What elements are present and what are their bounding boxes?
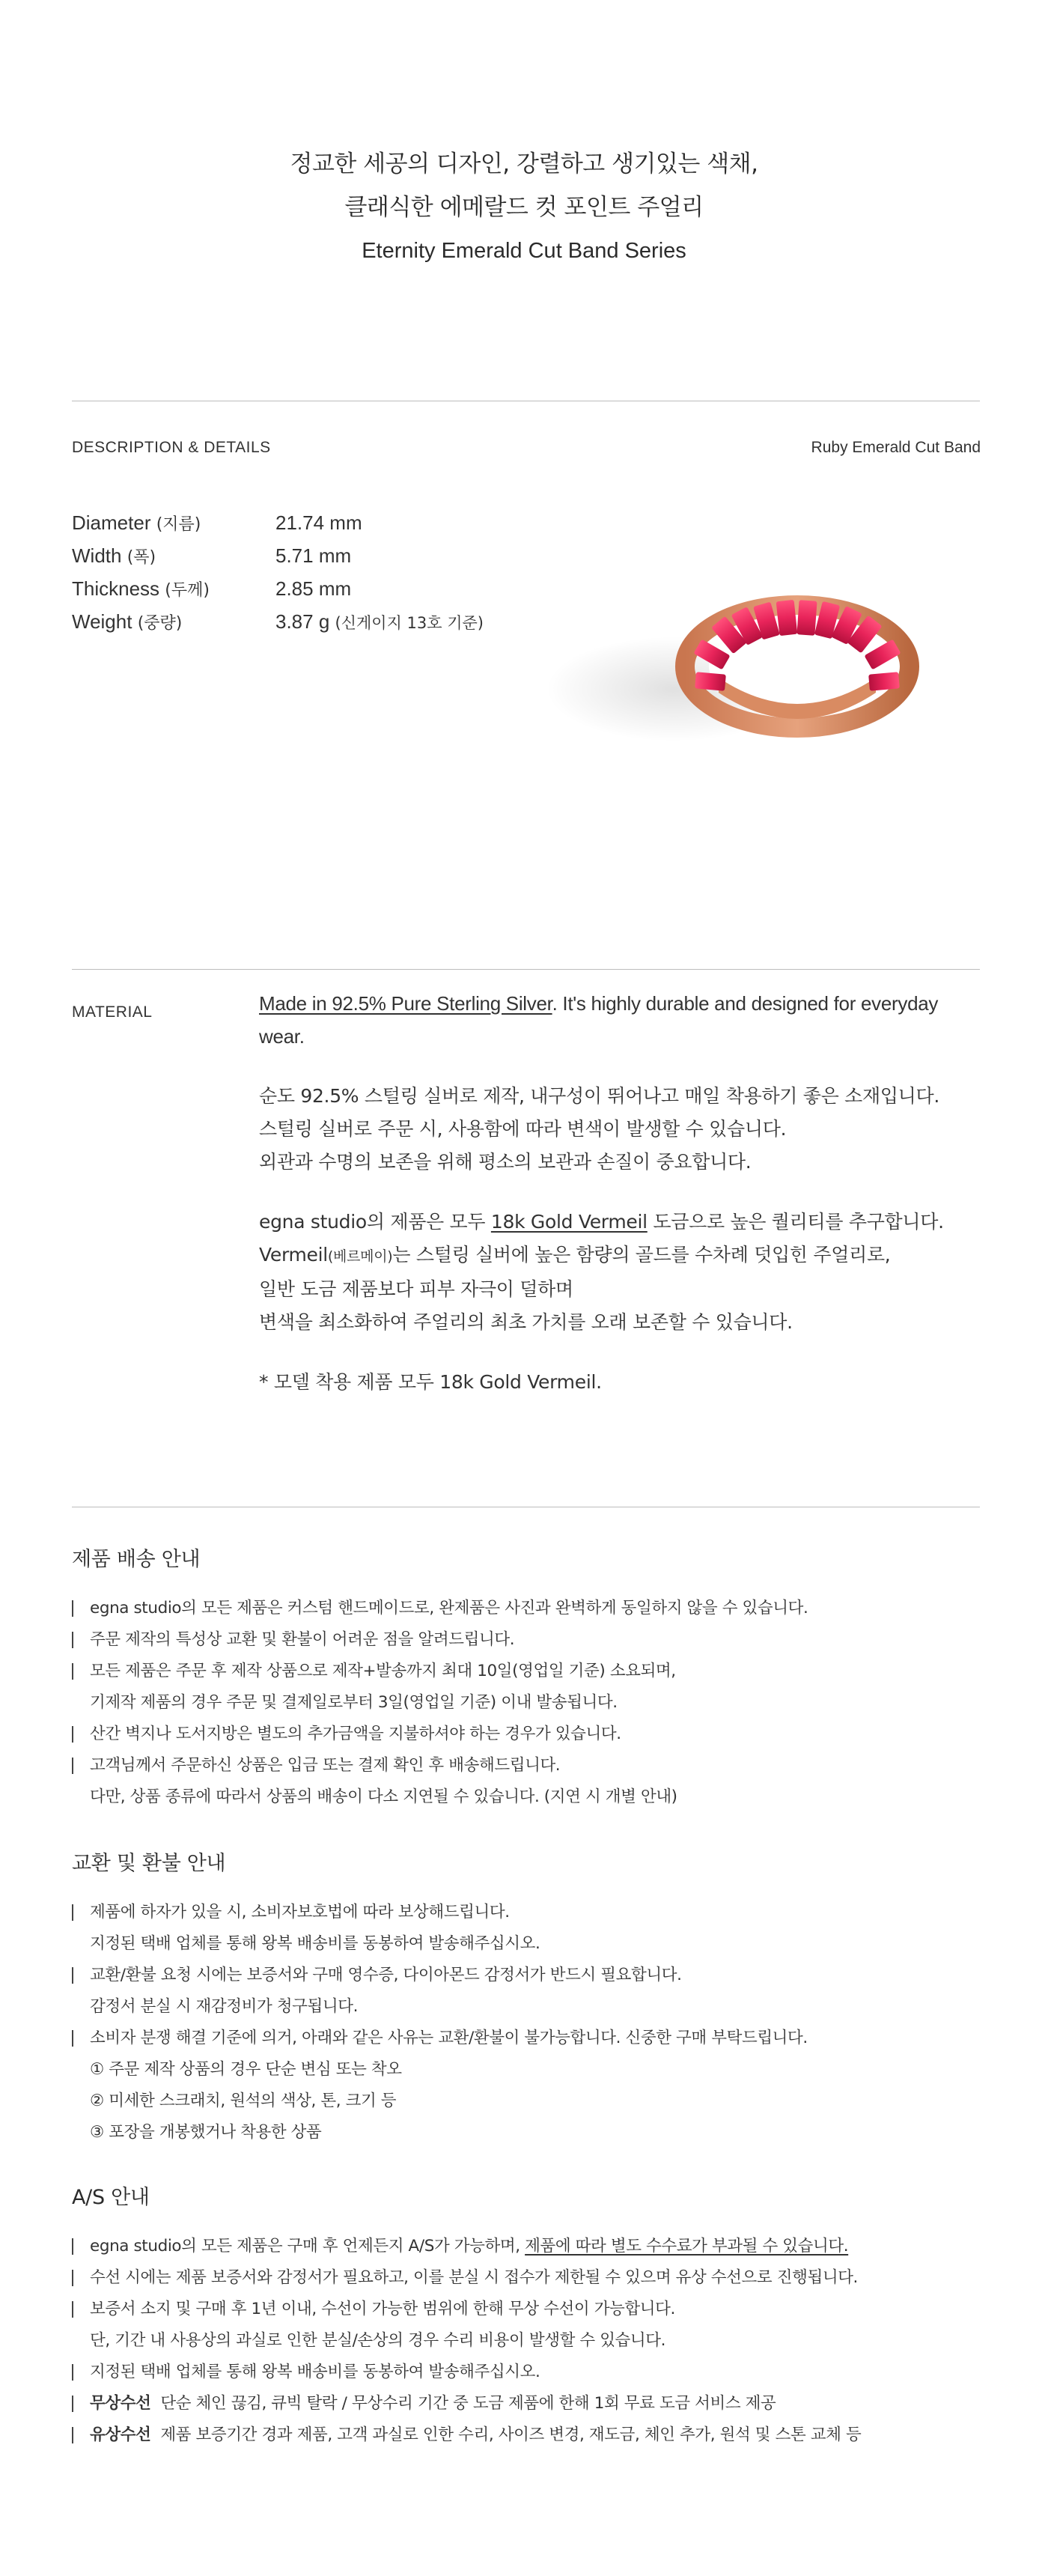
vermeil-line-3: 일반 도금 제품보다 피부 자극이 덜하며: [259, 1278, 573, 1300]
list-item: 고객님께서 주문하신 상품은 입금 또는 결제 확인 후 배송해드립니다. 다만, 상품 종류에 따라서 상품의 배송이 다소 지연될 수 있습니다. (지연 시 개별 안내): [72, 1750, 993, 1813]
material-ko-line: 외관과 수명의 보존을 위해 평소의 보관과 손질이 중요합니다.: [259, 1151, 752, 1173]
spec-row-diameter: [72, 506, 484, 539]
spec-key: Thickness: [72, 577, 160, 600]
description-label: DESCRIPTION & DETAILS: [72, 439, 271, 456]
spec-value: 3.87 g: [275, 610, 330, 633]
spec-key: Diameter: [72, 511, 151, 534]
list-item: 지정된 택배 업체를 통해 왕복 배송비를 동봉하여 발송해주십시오.: [72, 2357, 993, 2388]
page-header: [0, 142, 1048, 273]
material-label: MATERIAL: [72, 1003, 153, 1021]
spec-key-ko: (두께): [165, 580, 210, 600]
product-name: Ruby Emerald Cut Band: [811, 439, 981, 456]
material-ko-line: 스털링 실버로 주문 시, 사용함에 따라 변색이 발생할 수 있습니다.: [259, 1118, 787, 1140]
spec-value: 5.71 mm: [275, 544, 352, 567]
vermeil-underlined: 18k Gold Vermeil: [490, 1211, 648, 1233]
spec-key: Width: [72, 544, 122, 567]
list-item: 보증서 소지 및 구매 후 1년 이내, 수선이 가능한 범위에 한해 무상 수선이 가능합니다. 단, 기간 내 사용상의 과실로 인한 분실/손상의 경우 수리 비용이 발생할 수 있습니다.: [72, 2294, 993, 2357]
list-item: 모든 제품은 주문 후 제작 상품으로 제작+발송까지 최대 10일(영업일 기준) 소요되며, 기제작 제품의 경우 주문 및 결제일로부터 3일(영업일 기준) 이내 발송됩니다.: [72, 1656, 993, 1719]
as-title: A/S 안내: [72, 2186, 150, 2209]
material-description: [259, 987, 978, 1399]
spec-row-width: [72, 539, 484, 572]
list-item: 수선 시에는 제품 보증서와 감정서가 필요하고, 이를 분실 시 접수가 제한될 수 있으며 유상 수선으로 진행됩니다.: [72, 2262, 993, 2294]
list-item: 제품에 하자가 있을 시, 소비자보호법에 따라 보상해드립니다. 지정된 택배 업체를 통해 왕복 배송비를 동봉하여 발송해주십시오.: [72, 1897, 993, 1960]
list-item: egna studio의 모든 제품은 구매 후 언제든지 A/S가 가능하며, 제품에 따라 별도 수수료가 부과될 수 있습니다.: [72, 2231, 993, 2262]
list-item: egna studio의 모든 제품은 커스텀 핸드메이드로, 완제품은 사진과 완벽하게 동일하지 않을 수 있습니다.: [72, 1593, 993, 1624]
material-en-rest: . It's highly durable and designed for everyday wear.: [259, 992, 939, 1048]
spec-key-ko: (중량): [137, 613, 183, 633]
vermeil-line-1: egna studio의 제품은 모두 18k Gold Vermeil 도금으로 높은 퀄리티를 추구합니다.: [259, 1211, 944, 1233]
vermeil-line-2: Vermeil(베르메이)는 스털링 실버에 높은 함량의 골드를 수차례 덧입힌 주얼리로,: [259, 1244, 891, 1266]
headline-line-1: 정교한 세공의 디자인, 강렬하고 생기있는 색채,: [290, 151, 758, 177]
spec-key: Weight: [72, 610, 132, 633]
list-item: 소비자 분쟁 해결 기준에 의거, 아래와 같은 사유는 교환/환불이 불가능합니다. 신중한 구매 부탁드립니다. ① 주문 제작 상품의 경우 단순 변심 또는 착오 ② 미세한 스크래치, 원석의 색상, 톤, 크기 등 ③ 포장을 개봉했거나 착용한 상품: [72, 2023, 993, 2148]
material-footnote: * 모델 착용 제품 모두 18k Gold Vermeil.: [259, 1371, 602, 1393]
material-en-underlined: Made in 92.5% Pure Sterling Silver: [259, 992, 552, 1015]
list-item: 주문 제작의 특성상 교환 및 환불이 어려운 점을 알려드립니다.: [72, 1624, 993, 1656]
shipping-title: 제품 배송 안내: [72, 1548, 201, 1571]
ring-illustration: [524, 554, 973, 779]
as-section: [72, 2181, 993, 2451]
spec-value: 21.74 mm: [275, 511, 362, 534]
spec-value: 2.85 mm: [275, 577, 352, 600]
spec-row-thickness: [72, 572, 484, 605]
list-item: 산간 벽지나 도서지방은 별도의 추가금액을 지불하셔야 하는 경우가 있습니다.: [72, 1719, 993, 1750]
divider: [72, 969, 980, 970]
exchange-section: [72, 1847, 993, 2148]
material-en: [259, 987, 978, 1053]
list-item: 교환/환불 요청 시에는 보증서와 구매 영수증, 다이아몬드 감정서가 반드시 필요합니다. 감정서 분실 시 재감정비가 청구됩니다.: [72, 1960, 993, 2023]
list-item: 무상수선 단순 체인 끊김, 큐빅 탈락 / 무상수리 기간 중 도금 제품에 한해 1회 무료 도금 서비스 제공: [72, 2388, 993, 2419]
shipping-section: [72, 1543, 993, 1813]
material-ko-line: 순도 92.5% 스털링 실버로 제작, 내구성이 뛰어나고 매일 착용하기 좋은 소재입니다.: [259, 1085, 940, 1107]
list-item: 유상수선 제품 보증기간 경과 제품, 고객 과실로 인한 수리, 사이즈 변경, 재도금, 체인 추가, 원석 및 스톤 교체 등: [72, 2419, 993, 2451]
series-name: Eternity Emerald Cut Band Series: [362, 239, 686, 263]
spec-row-weight: [72, 605, 484, 638]
spec-key-ko: (지름): [156, 514, 201, 534]
spec-table: [72, 506, 484, 638]
ring-image: [524, 554, 973, 779]
exchange-title: 교환 및 환불 안내: [72, 1852, 226, 1875]
spec-key-ko: (폭): [127, 547, 156, 567]
headline-line-2: 클래식한 에메랄드 컷 포인트 주얼리: [344, 194, 704, 221]
spec-note: (신게이지 13호 기준): [335, 613, 484, 632]
vermeil-line-4: 변색을 최소화하여 주얼리의 최초 가치를 오래 보존할 수 있습니다.: [259, 1311, 793, 1333]
